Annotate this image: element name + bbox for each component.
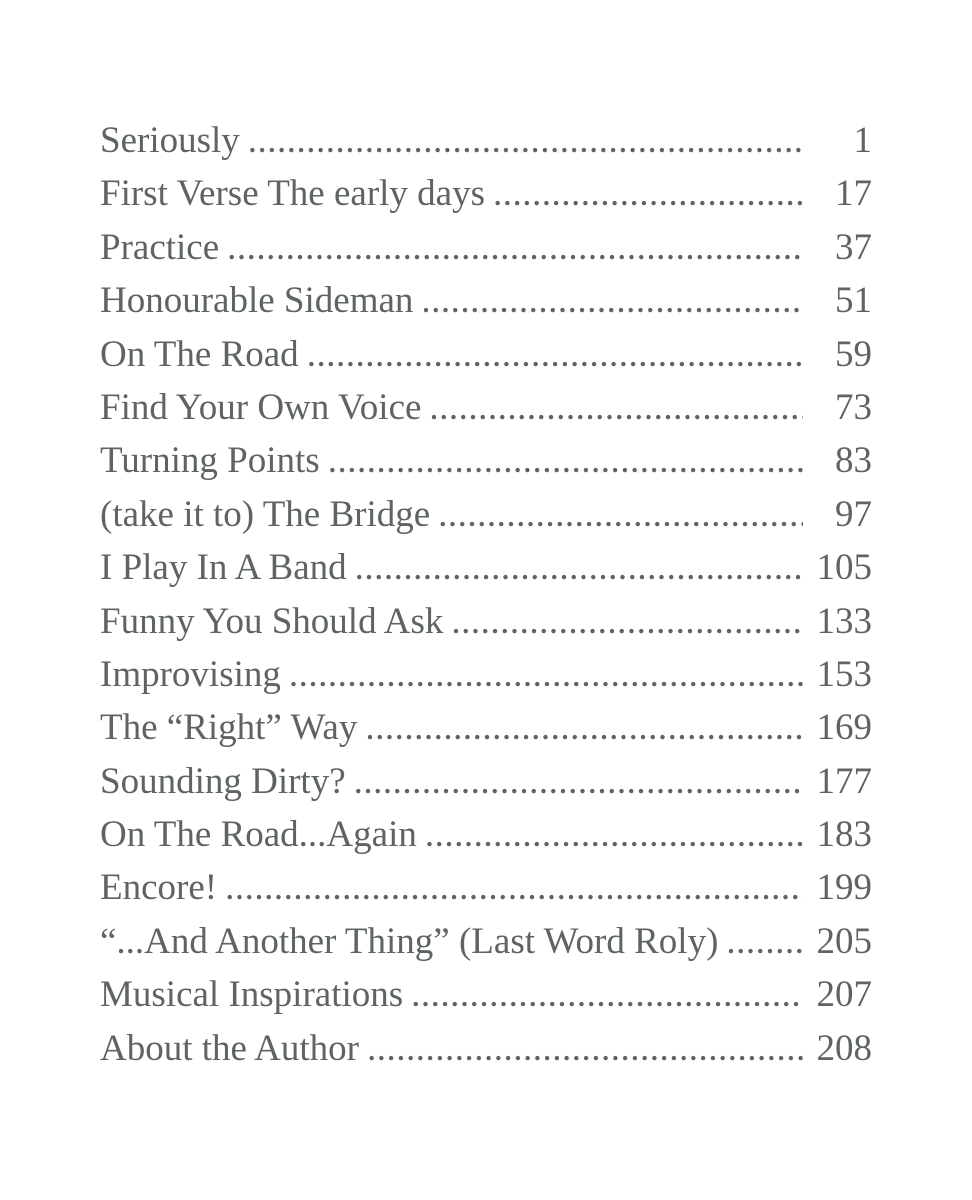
toc-entry: [100, 167, 872, 220]
page-number: 133: [816, 600, 872, 642]
toc-list: [100, 114, 872, 1075]
dot-leader: [248, 114, 803, 167]
chapter-title: Sounding Dirty?: [100, 760, 346, 802]
toc-entry: [100, 114, 872, 167]
chapter-title: Musical Inspirations: [100, 974, 404, 1016]
page-number: 208: [816, 1027, 872, 1069]
dot-leader: [421, 274, 803, 327]
page-number: 97: [835, 493, 872, 535]
page-number: 153: [816, 653, 872, 695]
dot-leader: [493, 167, 803, 220]
chapter-title: Find Your Own Voice: [100, 386, 422, 428]
page-number: 51: [835, 280, 872, 322]
dot-leader: [227, 221, 803, 274]
dot-leader: [438, 488, 803, 541]
page-number: 83: [835, 440, 872, 482]
toc-entry: [100, 648, 872, 701]
chapter-title: About the Author: [100, 1027, 359, 1069]
chapter-title: First Verse The early days: [100, 173, 485, 215]
dot-leader: [451, 595, 803, 648]
page-number: 177: [816, 760, 872, 802]
chapter-title: (take it to) The Bridge: [100, 493, 431, 535]
page-number: 183: [816, 814, 872, 856]
dot-leader: [354, 755, 803, 808]
dot-leader: [367, 1022, 803, 1075]
chapter-title: Improvising: [100, 653, 281, 695]
page-number: 37: [835, 226, 872, 268]
dot-leader: [355, 541, 803, 594]
toc-entry: [100, 488, 872, 541]
page-number: 59: [835, 333, 872, 375]
page-number: 105: [816, 547, 872, 589]
chapter-title: Honourable Sideman: [100, 280, 414, 322]
chapter-title: “...And Another Thing” (Last Word Roly): [100, 920, 719, 962]
chapter-title: Funny You Should Ask: [100, 600, 444, 642]
page-number: 1: [853, 120, 872, 161]
toc-entry: [100, 221, 872, 274]
toc-entry: [100, 861, 872, 914]
toc-entry: [100, 808, 872, 861]
dot-leader: [411, 968, 803, 1021]
toc-entry: [100, 541, 872, 594]
toc-entry: [100, 701, 872, 754]
toc-entry: [100, 328, 872, 381]
page-number: 17: [835, 173, 872, 215]
chapter-title: Practice: [100, 226, 220, 268]
chapter-title: Encore!: [100, 867, 218, 909]
chapter-title: Turning Points: [100, 440, 320, 482]
dot-leader: [289, 648, 803, 701]
toc-entry: [100, 915, 872, 968]
page-number: 199: [816, 867, 872, 909]
chapter-title: I Play In A Band: [100, 547, 347, 589]
dot-leader: [225, 861, 803, 914]
chapter-title: Seriously: [100, 120, 240, 161]
toc-entry: [100, 595, 872, 648]
dot-leader: [425, 808, 803, 861]
toc-entry: [100, 434, 872, 487]
toc-entry: [100, 1022, 872, 1075]
page-number: 205: [816, 920, 872, 962]
toc-entry: [100, 381, 872, 434]
dot-leader: [429, 381, 803, 434]
toc-entry: [100, 755, 872, 808]
toc-entry: [100, 968, 872, 1021]
page-number: 73: [835, 386, 872, 428]
page-number: 169: [816, 707, 872, 749]
toc-entry: [100, 274, 872, 327]
chapter-title: On The Road: [100, 333, 299, 375]
page-number: 207: [816, 974, 872, 1016]
dot-leader: [328, 434, 803, 487]
chapter-title: The “Right” Way: [100, 707, 358, 749]
dot-leader: [365, 701, 803, 754]
chapter-title: On The Road...Again: [100, 814, 417, 856]
dot-leader: [726, 915, 803, 968]
dot-leader: [307, 328, 803, 381]
